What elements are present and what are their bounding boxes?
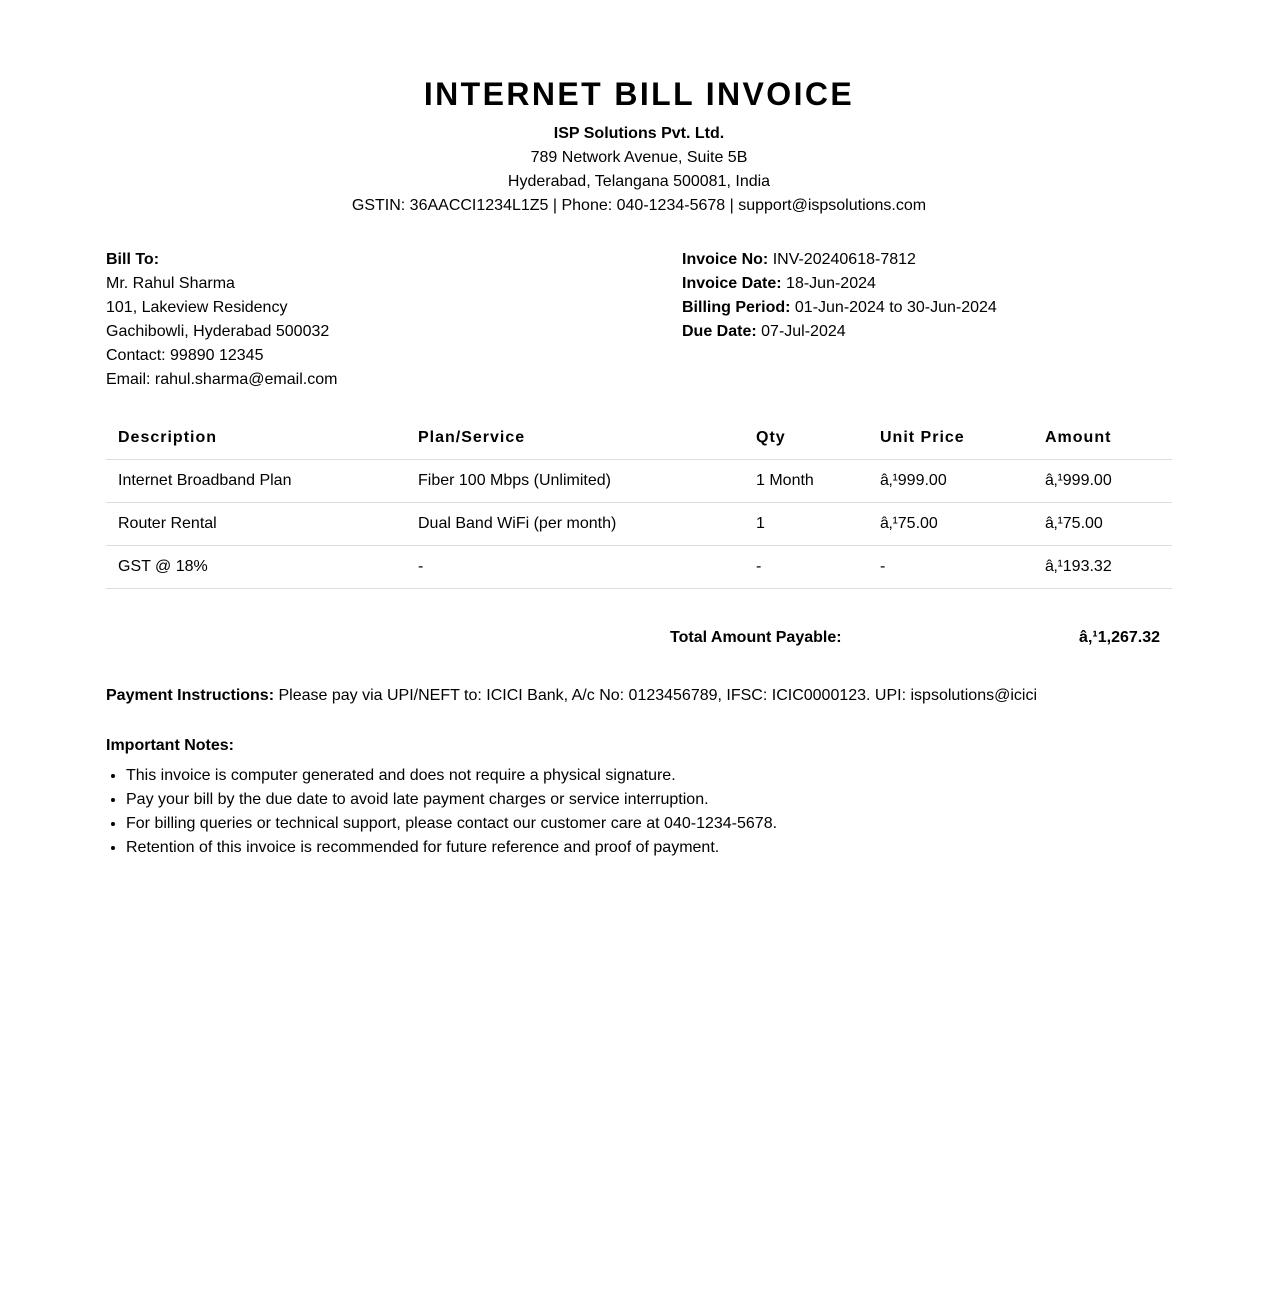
cell-plan: Fiber 100 Mbps (Unlimited) xyxy=(406,460,744,503)
invoice-number-label: Invoice No: xyxy=(682,251,769,268)
column-header-unit-price: Unit Price xyxy=(868,416,1033,460)
customer-email: Email: rahul.sharma@email.com xyxy=(106,371,338,388)
cell-description: Router Rental xyxy=(106,503,406,546)
payment-instructions xyxy=(106,684,1037,708)
invoice-date-label: Invoice Date: xyxy=(682,275,782,292)
total-value: â‚¹1,267.32 xyxy=(1079,629,1160,646)
cell-plan: Dual Band WiFi (per month) xyxy=(406,503,744,546)
cell-unit-price: â‚¹999.00 xyxy=(868,460,1033,503)
important-notes-title: Important Notes: xyxy=(106,737,234,754)
invoice-number-row xyxy=(682,248,997,272)
customer-address-line1: 101, Lakeview Residency xyxy=(106,299,288,316)
cell-description: GST @ 18% xyxy=(106,546,406,589)
payment-instructions-text: Please pay via UPI/NEFT to: ICICI Bank, A/c No: 0123456789, IFSC: ICIC0000123. UPI: ispsolutions@icici xyxy=(274,687,1037,704)
company-address-line2: Hyderabad, Telangana 500081, India xyxy=(507,173,771,190)
cell-amount: â‚¹999.00 xyxy=(1033,460,1172,503)
important-notes-list xyxy=(106,764,777,860)
list-item: • Pay your bill by the due date to avoid late payment charges or service interruption. xyxy=(126,788,777,812)
cell-qty: 1 Month xyxy=(744,460,868,503)
company-contact-line: GSTIN: 36AACCI1234L1Z5 | Phone: 040-1234-5678 | support@ispsolutions.com xyxy=(351,197,927,214)
column-header-amount: Amount xyxy=(1033,416,1172,460)
list-item: • Retention of this invoice is recommended for future reference and proof of payment. xyxy=(126,836,777,860)
table-header-row xyxy=(106,416,1172,460)
billing-period-label: Billing Period: xyxy=(682,299,791,316)
table-row xyxy=(106,503,1172,546)
billing-period-row xyxy=(682,296,997,320)
table-row xyxy=(106,460,1172,503)
customer-name: Mr. Rahul Sharma xyxy=(106,275,235,292)
company-address-line1: 789 Network Avenue, Suite 5B xyxy=(530,149,748,166)
table-row xyxy=(106,546,1172,589)
cell-amount: â‚¹75.00 xyxy=(1033,503,1172,546)
column-header-qty: Qty xyxy=(744,416,868,460)
cell-qty: 1 xyxy=(744,503,868,546)
cell-description: Internet Broadband Plan xyxy=(106,460,406,503)
customer-address-line2: Gachibowli, Hyderabad 500032 xyxy=(106,323,330,340)
billing-period: 01-Jun-2024 to 30-Jun-2024 xyxy=(794,299,997,316)
company-name: ISP Solutions Pvt. Ltd. xyxy=(553,125,725,142)
due-date: 07-Jul-2024 xyxy=(761,323,846,340)
column-header-plan: Plan/Service xyxy=(406,416,744,460)
payment-instructions-label: Payment Instructions: xyxy=(106,687,275,704)
due-date-row xyxy=(682,320,997,344)
cell-unit-price: - xyxy=(868,546,1033,589)
cell-qty: - xyxy=(744,546,868,589)
total-label: Total Amount Payable: xyxy=(670,629,842,646)
invoice-items-table xyxy=(106,416,1172,589)
column-header-description: Description xyxy=(106,416,406,460)
due-date-label: Due Date: xyxy=(682,323,757,340)
invoice-number: INV-20240618-7812 xyxy=(772,251,916,268)
bill-to-block xyxy=(106,248,337,392)
invoice-date-row xyxy=(682,272,997,296)
list-item: • For billing queries or technical support, please contact our customer care at 040-1234-5678. xyxy=(126,812,777,836)
invoice-meta-block xyxy=(682,248,997,344)
bill-to-label: Bill To: xyxy=(106,251,160,268)
invoice-date: 18-Jun-2024 xyxy=(786,275,876,292)
cell-amount: â‚¹193.32 xyxy=(1033,546,1172,589)
cell-plan: - xyxy=(406,546,744,589)
invoice-title: INTERNET BILL INVOICE xyxy=(423,76,855,112)
cell-unit-price: â‚¹75.00 xyxy=(868,503,1033,546)
invoice-header xyxy=(0,72,1278,218)
customer-contact: Contact: 99890 12345 xyxy=(106,347,264,364)
list-item: • This invoice is computer generated and does not require a physical signature. xyxy=(126,764,777,788)
